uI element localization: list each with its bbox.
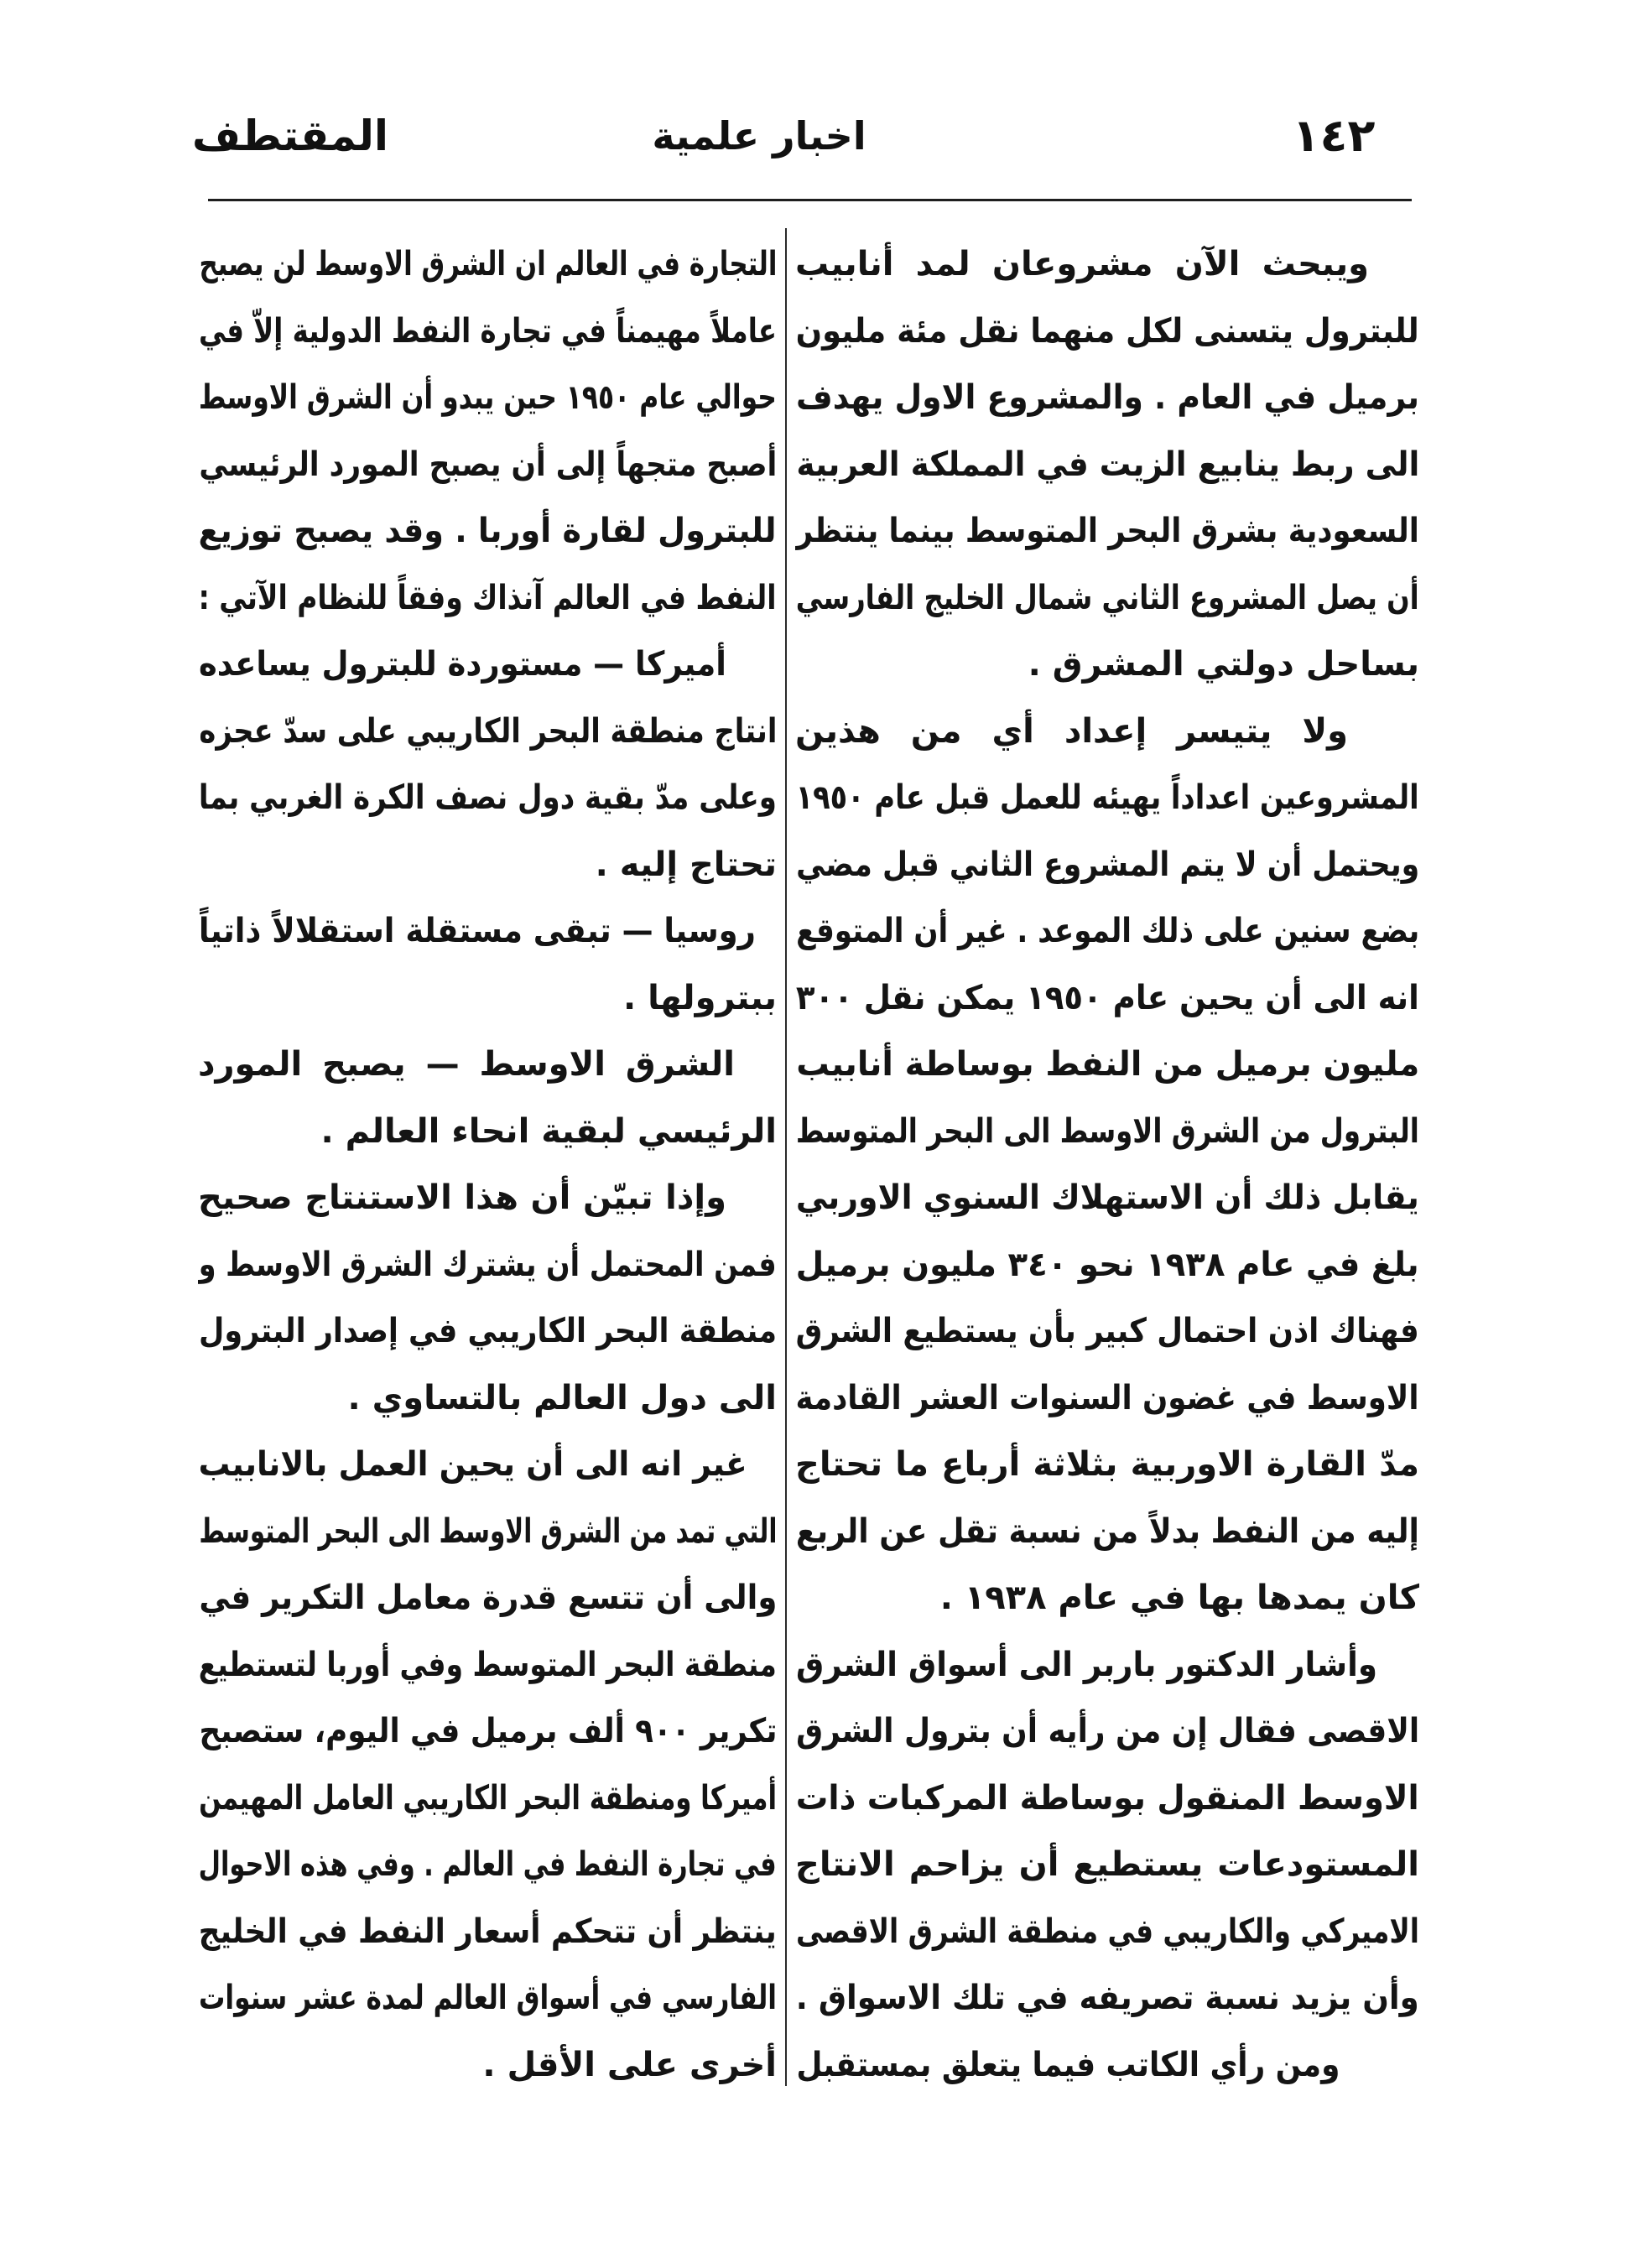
right-column-line-14 (795, 1099, 1419, 1166)
left-column-line-22 (198, 1632, 777, 1699)
line-text: المشروعين اعداداً يهيئه للعمل قبل عام ١٩٥٠ (795, 778, 1419, 817)
line-text: كان يمدها بها في عام ١٩٣٨ . (939, 1579, 1419, 1617)
line-text: أميركا ومنطقة البحر الكاريبي العامل المهيمن (199, 1778, 777, 1818)
left-column-line-16 (198, 1232, 777, 1299)
right-column-line-3 (795, 365, 1419, 432)
line-text: إليه من النفط بدلاً من نسبة تقل عن الربع (795, 1511, 1419, 1551)
right-column-line-4 (795, 432, 1419, 499)
left-column (198, 231, 777, 2099)
page-number: ١٤٢ (1292, 109, 1376, 162)
line-text: للبترول لقارة أوربا . وقد يصبح توزيع (198, 512, 777, 550)
line-text: فهناك اذن احتمال كبير بأن يستطيع الشرق (795, 1312, 1419, 1350)
line-text: الرئيسي لبقية انحاء العالم . (320, 1111, 777, 1151)
line-text: ويحتمل أن لا يتم المشروع الثاني قبل مضي (796, 845, 1419, 884)
line-text: الاميركي والكاريبي في منطقة الشرق الاقصى (796, 1912, 1419, 1951)
line-text: وأشار الدكتور باربر الى أسواق الشرق (796, 1645, 1377, 1684)
line-text: ببترولها . (623, 978, 777, 1017)
right-column-line-15 (795, 1165, 1419, 1232)
header-rule (208, 199, 1412, 201)
left-column-line-11 (198, 898, 777, 965)
right-column-line-6 (795, 565, 1419, 632)
line-text: غير انه الى أن يحين العمل بالانابيب (198, 1445, 747, 1484)
line-text: الى دول العالم بالتساوي . (347, 1378, 777, 1418)
line-text: منطقة البحر الكاريبي في إصدار البترول (198, 1312, 777, 1350)
left-column-line-1 (198, 231, 777, 299)
line-text: ومن رأي الكاتب فيما يتعلق بمستقبل (795, 2045, 1340, 2084)
left-column-line-19 (198, 1432, 777, 1499)
left-column-line-20 (198, 1499, 777, 1566)
left-column-line-15 (198, 1165, 777, 1232)
line-text: وإذا تبيّن أن هذا الاستنتاج صحيح (198, 1178, 726, 1217)
right-column-line-26 (795, 1899, 1419, 1966)
right-column-line-13 (795, 1032, 1419, 1099)
right-column-line-18 (795, 1365, 1419, 1433)
right-column-line-5 (795, 498, 1419, 565)
right-column-line-27 (795, 1965, 1419, 2032)
line-text: ويبحث الآن مشروعان لمد أنابيب (795, 245, 1369, 284)
line-text: ينتظر أن تتحكم أسعار النفط في الخليج (199, 1912, 777, 1951)
column-divider (785, 228, 787, 2086)
right-column-line-23 (795, 1698, 1419, 1766)
right-column-line-16 (795, 1232, 1419, 1299)
section-title: اخبار علمية (652, 113, 866, 159)
line-text: الفارسي في أسواق العالم لمدة عشر سنوات (198, 1979, 777, 2017)
line-text: أن يصل المشروع الثاني شمال الخليج الفارسي (795, 578, 1419, 617)
left-column-line-10 (198, 832, 777, 899)
line-text: تحتاج إليه . (595, 845, 777, 884)
right-column-line-28 (795, 2032, 1419, 2099)
line-text: الاوسط في غضون السنوات العشر القادمة (796, 1378, 1419, 1418)
right-column-line-12 (795, 965, 1419, 1033)
line-text: الاقصى فقال إن من رأيه أن بترول الشرق (796, 1712, 1419, 1750)
left-column-line-26 (198, 1899, 777, 1966)
line-text: أميركا — مستوردة للبترول يساعده (198, 645, 726, 684)
left-column-line-13 (198, 1032, 777, 1099)
right-column-line-8 (795, 699, 1419, 766)
right-column-line-11 (795, 898, 1419, 965)
left-column-line-7 (198, 632, 777, 699)
line-text: حوالي عام ١٩٥٠ حين يبدو أن الشرق الاوسط (198, 378, 777, 417)
line-text: أخرى على الأقل . (482, 2045, 777, 2084)
line-text: روسيا — تبقى مستقلة استقلالاً ذاتياً (199, 912, 756, 950)
right-column-line-22 (795, 1632, 1419, 1699)
right-column-line-17 (795, 1298, 1419, 1365)
right-column-line-21 (795, 1565, 1419, 1632)
right-column-line-25 (795, 1832, 1419, 1899)
line-text: أصبح متجهاً إلى أن يصبح المورد الرئيسي (199, 445, 777, 484)
right-column-line-1 (795, 231, 1419, 299)
left-column-line-25 (198, 1832, 777, 1899)
right-column-line-20 (795, 1499, 1419, 1566)
line-text: الشرق الاوسط — يصبح المورد (198, 1045, 735, 1084)
line-text: الى ربط ينابيع الزيت في المملكة العربية (795, 445, 1419, 484)
left-column-line-9 (198, 765, 777, 832)
right-column-line-2 (795, 299, 1419, 366)
line-text: بساحل دولتي المشرق . (1028, 645, 1419, 684)
left-column-line-24 (198, 1766, 777, 1833)
line-text: والى أن تتسع قدرة معامل التكرير في (199, 1579, 777, 1617)
line-text: فمن المحتمل أن يشترك الشرق الاوسط و (198, 1245, 777, 1284)
left-column-line-2 (198, 299, 777, 366)
line-text: انه الى أن يحين عام ١٩٥٠ يمكن نقل ٣٠٠ (796, 978, 1419, 1017)
left-column-line-3 (198, 365, 777, 432)
left-column-line-12 (198, 965, 777, 1033)
left-column-line-23 (198, 1698, 777, 1766)
line-text: السعودية بشرق البحر المتوسط بينما ينتظر (796, 512, 1419, 550)
line-text: بلغ في عام ١٩٣٨ نحو ٣٤٠ مليون برميل (795, 1245, 1419, 1284)
line-text: المستودعات يستطيع أن يزاحم الانتاج (795, 1845, 1419, 1884)
left-column-line-18 (198, 1365, 777, 1433)
line-text: النفط في العالم آنذاك وفقاً للنظام الآتي : (199, 578, 777, 617)
line-text: منطقة البحر المتوسط وفي أوربا لتستطيع (198, 1645, 777, 1684)
line-text: في تجارة النفط في العالم . وفي هذه الاحوال (198, 1845, 777, 1884)
right-column-line-7 (795, 632, 1419, 699)
line-text: ولا يتيسر إعداد أي من هذين (795, 711, 1348, 751)
line-text: يقابل ذلك أن الاستهلاك السنوي الاوربي (796, 1178, 1419, 1217)
line-text: وأن يزيد نسبة تصريفه في تلك الاسواق . (796, 1979, 1419, 2017)
line-text: البترول من الشرق الاوسط الى البحر المتوسط (795, 1111, 1419, 1151)
left-column-line-27 (198, 1965, 777, 2032)
left-column-line-6 (198, 565, 777, 632)
line-text: وعلى مدّ بقية دول نصف الكرة الغربي بما (198, 778, 777, 817)
journal-name: المقتطف (191, 112, 389, 160)
line-text: مليون برميل من النفط بوساطة أنابيب (795, 1045, 1419, 1084)
line-text: برميل في العام . والمشروع الاول يهدف (796, 378, 1419, 417)
line-text: للبترول يتسنى لكل منهما نقل مئة مليون (795, 311, 1419, 351)
left-column-line-8 (198, 699, 777, 766)
right-column-line-19 (795, 1432, 1419, 1499)
line-text: انتاج منطقة البحر الكاريبي على سدّ عجزه (199, 711, 777, 751)
right-column-line-9 (795, 765, 1419, 832)
line-text: الاوسط المنقول بوساطة المركبات ذات (796, 1778, 1419, 1818)
left-column-line-28 (198, 2032, 777, 2099)
line-text: بضع سنين على ذلك الموعد . غير أن المتوقع (795, 912, 1419, 950)
line-text: التجارة في العالم ان الشرق الاوسط لن يصبح (198, 245, 777, 284)
right-column (795, 231, 1419, 2099)
line-text: التي تمد من الشرق الاوسط الى البحر المتوسط (198, 1511, 777, 1551)
left-column-line-21 (198, 1565, 777, 1632)
left-column-line-4 (198, 432, 777, 499)
line-text: عاملاً مهيمناً في تجارة النفط الدولية إلاّ في (199, 311, 777, 351)
right-column-line-10 (795, 832, 1419, 899)
left-column-line-5 (198, 498, 777, 565)
right-column-line-24 (795, 1766, 1419, 1833)
left-column-line-17 (198, 1298, 777, 1365)
left-column-line-14 (198, 1099, 777, 1166)
line-text: تكرير ٩٠٠ ألف برميل في اليوم، ستصبح (199, 1712, 777, 1750)
line-text: مدّ القارة الاوربية بثلاثة أرباع ما تحتاج (795, 1445, 1419, 1484)
